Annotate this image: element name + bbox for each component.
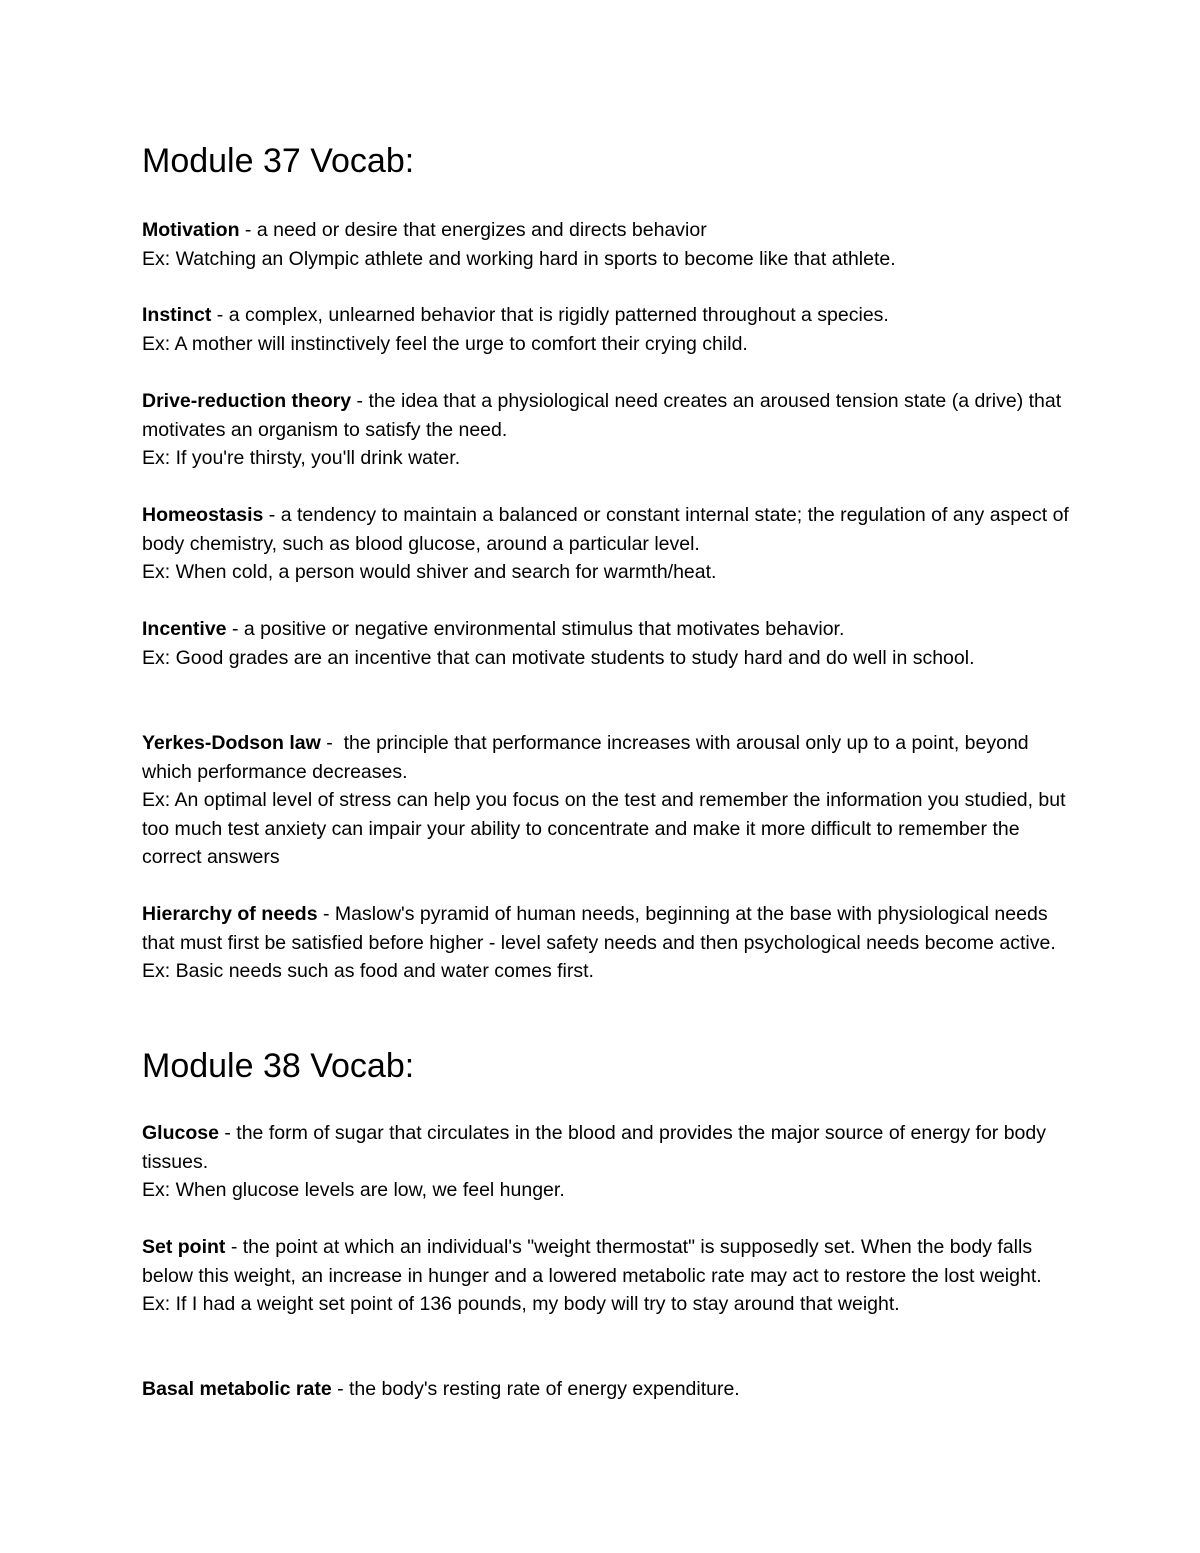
vocab-term: Homeostasis: [142, 504, 264, 526]
separator: -: [351, 390, 369, 412]
vocab-entry-basal-metabolic-rate: [142, 1375, 1072, 1404]
vocab-example: Ex: Basic needs such as food and water comes first.: [142, 960, 594, 982]
definition-line: [142, 216, 1072, 245]
vocab-term: Yerkes-Dodson law: [142, 732, 321, 754]
vocab-definition: a tendency to maintain a balanced or constant internal state; the regulation of any aspect of body chemistry, such as blood glucose, around a particular level.: [142, 504, 1069, 555]
vocab-example: Ex: When glucose levels are low, we feel hunger.: [142, 1179, 565, 1201]
vocab-term: Basal metabolic rate: [142, 1378, 332, 1400]
separator: -: [331, 1378, 350, 1400]
separator: -: [226, 618, 244, 640]
vocab-definition: the body's resting rate of energy expenditure.: [349, 1378, 740, 1400]
definition-line: [142, 615, 1072, 644]
section-heading-module-37: Module 37 Vocab:: [142, 142, 415, 180]
definition-line: [142, 900, 1072, 957]
vocab-definition: Maslow's pyramid of human needs, beginning at the base with physiological needs that must first be satisfied before higher - level safety needs and then psychological needs become active.: [142, 903, 1056, 954]
vocab-example: Ex: A mother will instinctively feel the urge to comfort their crying child.: [142, 332, 748, 355]
vocab-definition: a complex, unlearned behavior that is rigidly patterned throughout a species.: [228, 304, 889, 326]
definition-line: [142, 1119, 1072, 1176]
vocab-entry-instinct: [142, 301, 1072, 358]
section-heading-module-38: Module 38 Vocab:: [142, 1047, 415, 1085]
separator: -: [263, 504, 281, 526]
vocab-entry-incentive: [142, 615, 1072, 672]
vocab-definition: the idea that a physiological need creates an aroused tension state (a drive) that motivates an organism to satisfy the need.: [142, 390, 1062, 441]
vocab-entry-motivation: [142, 216, 1072, 273]
separator: -: [317, 903, 335, 925]
vocab-entry-set-point: [142, 1233, 1072, 1319]
vocab-definition: the point at which an individual's "weight thermostat" is supposedly set. When the body falls below this weight, an increase in hunger and a lowered metabolic rate may act to restore the lost weight.: [142, 1236, 1042, 1287]
definition-line: [142, 729, 1072, 786]
vocab-example: Ex: If I had a weight set point of 136 pounds, my body will try to stay around that weight.: [142, 1293, 900, 1315]
separator: -: [225, 1236, 243, 1258]
vocab-term: Glucose: [142, 1122, 219, 1144]
separator: -: [320, 732, 344, 754]
vocab-entry-homeostasis: [142, 501, 1072, 587]
vocab-definition: a need or desire that energizes and directs behavior: [256, 219, 707, 241]
vocab-definition: the principle that performance increases with arousal only up to a point, beyond which performance decreases.: [142, 732, 1029, 783]
definition-line: [142, 301, 1072, 330]
vocab-entry-yerkes-dodson-law: [142, 729, 1072, 872]
vocab-example: Ex: Good grades are an incentive that can motivate students to study hard and do well in school.: [142, 646, 975, 669]
vocab-definition: a positive or negative environmental stimulus that motivates behavior.: [243, 618, 845, 640]
vocab-entry-drive-reduction-theory: [142, 387, 1072, 473]
separator: -: [239, 219, 257, 241]
vocab-example: Ex: An optimal level of stress can help you focus on the test and remember the information you studied, but too much test anxiety can impair your ability to concentrate and make it more difficult to remember the correct answers: [142, 789, 1066, 868]
vocab-term: Set point: [142, 1236, 226, 1258]
vocab-example: Ex: When cold, a person would shiver and search for warmth/heat.: [142, 561, 717, 583]
vocab-example: Ex: If you're thirsty, you'll drink water.: [142, 447, 461, 469]
definition-line: [142, 501, 1072, 558]
definition-line: [142, 1375, 1072, 1404]
vocab-term: Hierarchy of needs: [142, 903, 318, 925]
vocab-term: Motivation: [142, 219, 240, 241]
vocab-term: Instinct: [142, 304, 212, 326]
vocab-example: Ex: Watching an Olympic athlete and working hard in sports to become like that athlete.: [142, 247, 896, 270]
vocab-entry-glucose: [142, 1119, 1072, 1205]
vocab-entry-hierarchy-of-needs: [142, 900, 1072, 986]
separator: -: [218, 1122, 237, 1144]
separator: -: [211, 304, 229, 326]
vocab-term: Drive-reduction theory: [142, 390, 352, 412]
definition-line: [142, 387, 1072, 444]
vocab-term: Incentive: [142, 618, 227, 640]
definition-line: [142, 1233, 1072, 1290]
vocab-definition: the form of sugar that circulates in the blood and provides the major source of energy for body tissues.: [142, 1122, 1046, 1173]
